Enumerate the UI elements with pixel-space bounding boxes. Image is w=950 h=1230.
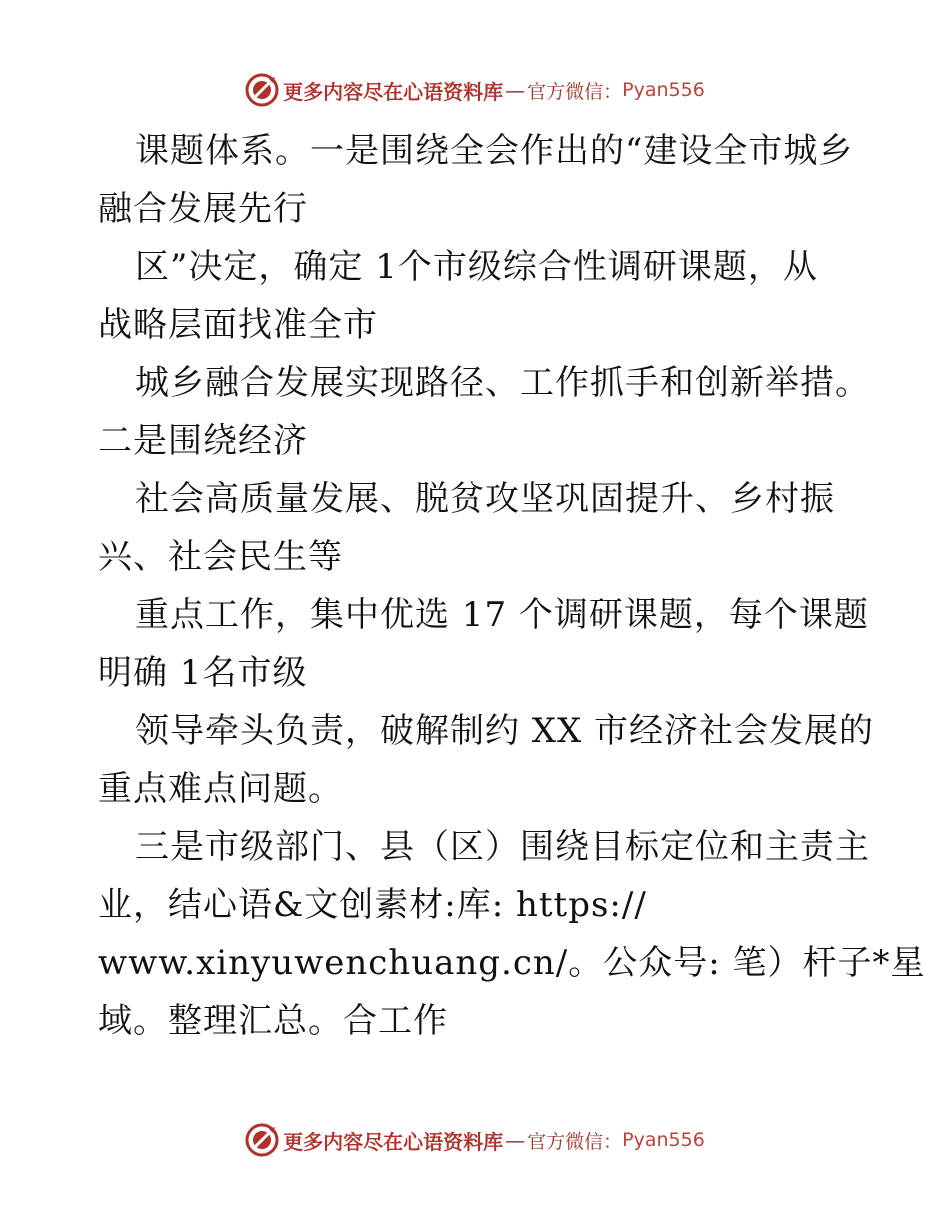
banner-wechat-id: Pyan556: [622, 1129, 705, 1151]
text-line: 重点工作，集中优选 17 个调研课题，每个课题: [135, 595, 869, 635]
text-line: 兴、社会民生等: [98, 537, 343, 577]
banner-sub-text: 官方微信：: [527, 80, 623, 103]
brand-logo-icon: [245, 73, 279, 107]
text-line: 课题体系。一是围绕全会作出的“建设全市城乡: [135, 131, 854, 171]
text-line: 城乡融合发展实现路径、工作抓手和创新举措。: [135, 363, 870, 403]
text-line: 三是市级部门、县（区）围绕目标定位和主责主: [135, 827, 870, 867]
brand-logo-icon: [245, 1123, 279, 1157]
text-line: 战略层面找准全市: [98, 305, 378, 345]
text-line: 区”决定，确定 1个市级综合性调研课题，从: [135, 247, 818, 287]
text-line: 社会高质量发展、脱贫攻坚巩固提升、乡村振: [135, 479, 835, 519]
header-watermark-banner: [0, 70, 950, 110]
text-line: 明确 1名市级: [98, 653, 308, 693]
footer-watermark-banner: [0, 1120, 950, 1160]
text-line: 领导牵头负责，破解制约 XX 市经济社会发展的: [135, 711, 875, 751]
text-line: 二是围绕经济: [98, 421, 308, 461]
banner-dash: —: [505, 1128, 526, 1152]
banner-dash: —: [505, 78, 526, 102]
banner-wechat-id: Pyan556: [622, 79, 705, 101]
banner-main-text: 更多内容尽在心语资料库: [283, 79, 504, 104]
text-line: 融合发展先行: [98, 189, 308, 229]
text-line: 重点难点问题。: [98, 769, 343, 809]
document-body: [98, 122, 926, 1050]
text-line: www.xinyuwenchuang.cn/。公众号: 笔）杆子*星: [98, 943, 926, 983]
text-line: 业，结心语&文创素材:库: https://: [98, 885, 647, 925]
banner-main-text: 更多内容尽在心语资料库: [283, 1129, 504, 1154]
text-line: 域。整理汇总。合工作: [98, 1001, 448, 1041]
banner-sub-text: 官方微信：: [527, 1130, 623, 1153]
